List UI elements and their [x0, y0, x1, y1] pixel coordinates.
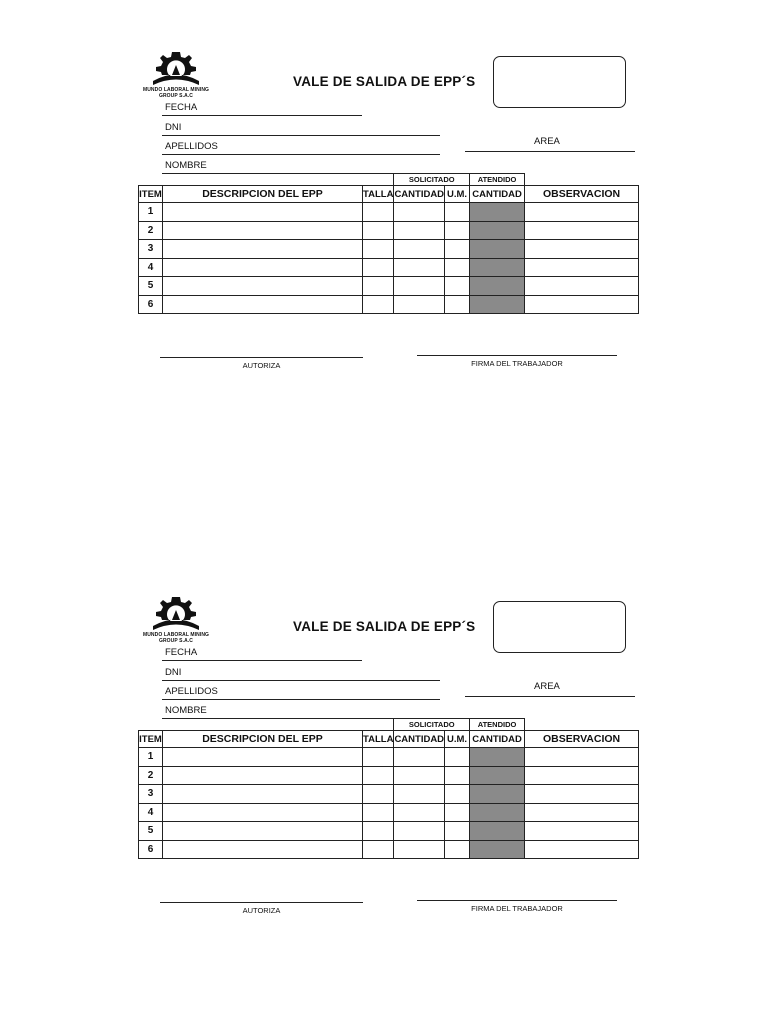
header-cantidad-solicitado: CANTIDAD — [394, 186, 445, 203]
observacion-cell[interactable] — [525, 258, 639, 277]
atendido-cell — [470, 221, 525, 240]
header-talla: TALLA — [363, 731, 394, 748]
atendido-cell — [470, 240, 525, 259]
um-cell[interactable] — [445, 803, 470, 822]
group-atendido: ATENDIDO — [470, 174, 525, 186]
atendido-cell — [470, 277, 525, 296]
area-label: AREA — [534, 681, 560, 692]
dni-label: DNI — [165, 122, 182, 133]
table-row — [139, 840, 639, 859]
um-cell[interactable] — [445, 240, 470, 259]
item-number: 6 — [139, 295, 163, 314]
atendido-cell — [470, 295, 525, 314]
table-row — [139, 295, 639, 314]
firma-signature[interactable] — [417, 900, 617, 913]
atendido-cell — [470, 258, 525, 277]
autoriza-label: AUTORIZA — [242, 361, 281, 370]
talla-cell[interactable] — [363, 240, 394, 259]
fecha-line — [162, 115, 362, 116]
header-observacion: OBSERVACION — [525, 731, 639, 748]
um-cell[interactable] — [445, 840, 470, 859]
talla-cell[interactable] — [363, 203, 394, 222]
descripcion-cell[interactable] — [163, 295, 363, 314]
talla-cell[interactable] — [363, 785, 394, 804]
item-number: 3 — [139, 240, 163, 259]
table-row — [139, 277, 639, 296]
autoriza-line — [160, 902, 363, 903]
table-row — [139, 203, 639, 222]
autoriza-signature[interactable] — [160, 902, 363, 915]
item-number: 1 — [139, 748, 163, 767]
observacion-cell[interactable] — [525, 766, 639, 785]
um-cell[interactable] — [445, 258, 470, 277]
um-cell[interactable] — [445, 785, 470, 804]
voucher-form — [0, 40, 768, 440]
observacion-cell[interactable] — [525, 240, 639, 259]
autoriza-line — [160, 357, 363, 358]
atendido-cell — [470, 748, 525, 767]
autoriza-signature[interactable] — [160, 357, 363, 370]
cantidad-cell[interactable] — [394, 766, 445, 785]
company-logo — [140, 48, 212, 99]
apellidos-line — [162, 154, 440, 155]
table-row — [139, 748, 639, 767]
table-row — [139, 221, 639, 240]
cantidad-cell[interactable] — [394, 803, 445, 822]
um-cell[interactable] — [445, 822, 470, 841]
descripcion-cell[interactable] — [163, 203, 363, 222]
cantidad-cell[interactable] — [394, 221, 445, 240]
table-row — [139, 822, 639, 841]
cantidad-cell[interactable] — [394, 840, 445, 859]
talla-cell[interactable] — [363, 840, 394, 859]
atendido-cell — [470, 822, 525, 841]
area-field[interactable] — [465, 696, 635, 697]
item-number: 1 — [139, 203, 163, 222]
stamp-box — [493, 56, 626, 108]
item-number: 6 — [139, 840, 163, 859]
descripcion-cell[interactable] — [163, 785, 363, 804]
table-row — [139, 803, 639, 822]
talla-cell[interactable] — [363, 822, 394, 841]
fecha-line — [162, 660, 362, 661]
observacion-cell[interactable] — [525, 748, 639, 767]
talla-cell[interactable] — [363, 803, 394, 822]
observacion-cell[interactable] — [525, 221, 639, 240]
cantidad-cell[interactable] — [394, 277, 445, 296]
descripcion-cell[interactable] — [163, 240, 363, 259]
talla-cell[interactable] — [363, 258, 394, 277]
item-number: 5 — [139, 277, 163, 296]
item-number: 4 — [139, 803, 163, 822]
um-cell[interactable] — [445, 295, 470, 314]
logo-text-line-2: GROUP S.A.C — [158, 638, 194, 644]
talla-cell[interactable] — [363, 748, 394, 767]
apellidos-label: APELLIDOS — [165, 686, 218, 697]
um-cell[interactable] — [445, 277, 470, 296]
table-row — [139, 240, 639, 259]
nombre-label: NOMBRE — [165, 705, 207, 716]
area-field[interactable] — [465, 151, 635, 152]
group-solicitado: SOLICITADO — [394, 719, 470, 731]
epp-table — [138, 173, 639, 314]
observacion-cell[interactable] — [525, 803, 639, 822]
area-label: AREA — [534, 136, 560, 147]
um-cell[interactable] — [445, 748, 470, 767]
gear-logo-icon — [149, 48, 203, 88]
header-descripcion: DESCRIPCION DEL EPP — [163, 186, 363, 203]
header-um: U.M. — [445, 186, 470, 203]
descripcion-cell[interactable] — [163, 803, 363, 822]
header-observacion: OBSERVACION — [525, 186, 639, 203]
observacion-cell[interactable] — [525, 295, 639, 314]
epp-table — [138, 718, 639, 859]
logo-text-line-1: MUNDO LABORAL MINING — [142, 87, 210, 93]
header-item: ITEM — [139, 731, 163, 748]
talla-cell[interactable] — [363, 766, 394, 785]
item-number: 2 — [139, 766, 163, 785]
fecha-label: FECHA — [165, 102, 198, 113]
header-talla: TALLA — [363, 186, 394, 203]
table-row — [139, 258, 639, 277]
stamp-box — [493, 601, 626, 653]
atendido-cell — [470, 203, 525, 222]
form-title: VALE DE SALIDA DE EPP´S — [293, 619, 476, 634]
descripcion-cell[interactable] — [163, 766, 363, 785]
atendido-cell — [470, 803, 525, 822]
logo-text-line-2: GROUP S.A.C — [158, 93, 194, 99]
descripcion-cell[interactable] — [163, 221, 363, 240]
cantidad-cell[interactable] — [394, 203, 445, 222]
um-cell[interactable] — [445, 766, 470, 785]
table-row — [139, 766, 639, 785]
apellidos-label: APELLIDOS — [165, 141, 218, 152]
observacion-cell[interactable] — [525, 277, 639, 296]
header-cantidad-atendido: CANTIDAD — [470, 186, 525, 203]
cantidad-cell[interactable] — [394, 240, 445, 259]
gear-logo-icon — [149, 593, 203, 633]
dni-line — [162, 680, 440, 681]
nombre-label: NOMBRE — [165, 160, 207, 171]
item-number: 2 — [139, 221, 163, 240]
descripcion-cell[interactable] — [163, 277, 363, 296]
observacion-cell[interactable] — [525, 785, 639, 804]
header-cantidad-atendido: CANTIDAD — [470, 731, 525, 748]
um-cell[interactable] — [445, 203, 470, 222]
atendido-cell — [470, 766, 525, 785]
observacion-cell[interactable] — [525, 840, 639, 859]
header-descripcion: DESCRIPCION DEL EPP — [163, 731, 363, 748]
descripcion-cell[interactable] — [163, 822, 363, 841]
firma-label: FIRMA DEL TRABAJADOR — [471, 904, 563, 913]
item-number: 5 — [139, 822, 163, 841]
group-solicitado: SOLICITADO — [394, 174, 470, 186]
talla-cell[interactable] — [363, 277, 394, 296]
observacion-cell[interactable] — [525, 203, 639, 222]
atendido-cell — [470, 785, 525, 804]
group-atendido: ATENDIDO — [470, 719, 525, 731]
company-logo — [140, 593, 212, 644]
cantidad-cell[interactable] — [394, 258, 445, 277]
observacion-cell[interactable] — [525, 822, 639, 841]
autoriza-label: AUTORIZA — [242, 906, 281, 915]
fecha-label: FECHA — [165, 647, 198, 658]
item-number: 3 — [139, 785, 163, 804]
descripcion-cell[interactable] — [163, 258, 363, 277]
descripcion-cell[interactable] — [163, 840, 363, 859]
cantidad-cell[interactable] — [394, 822, 445, 841]
cantidad-cell[interactable] — [394, 295, 445, 314]
descripcion-cell[interactable] — [163, 748, 363, 767]
dni-label: DNI — [165, 667, 182, 678]
cantidad-cell[interactable] — [394, 785, 445, 804]
logo-text-line-1: MUNDO LABORAL MINING — [142, 632, 210, 638]
header-cantidad-solicitado: CANTIDAD — [394, 731, 445, 748]
um-cell[interactable] — [445, 221, 470, 240]
header-um: U.M. — [445, 731, 470, 748]
firma-signature[interactable] — [417, 355, 617, 368]
talla-cell[interactable] — [363, 295, 394, 314]
apellidos-line — [162, 699, 440, 700]
atendido-cell — [470, 840, 525, 859]
voucher-form — [0, 585, 768, 985]
table-row — [139, 785, 639, 804]
firma-label: FIRMA DEL TRABAJADOR — [471, 359, 563, 368]
table-header-row — [139, 731, 639, 748]
form-title: VALE DE SALIDA DE EPP´S — [293, 74, 476, 89]
firma-line — [417, 355, 617, 356]
firma-line — [417, 900, 617, 901]
dni-line — [162, 135, 440, 136]
header-item: ITEM — [139, 186, 163, 203]
cantidad-cell[interactable] — [394, 748, 445, 767]
table-header-row — [139, 186, 639, 203]
item-number: 4 — [139, 258, 163, 277]
talla-cell[interactable] — [363, 221, 394, 240]
